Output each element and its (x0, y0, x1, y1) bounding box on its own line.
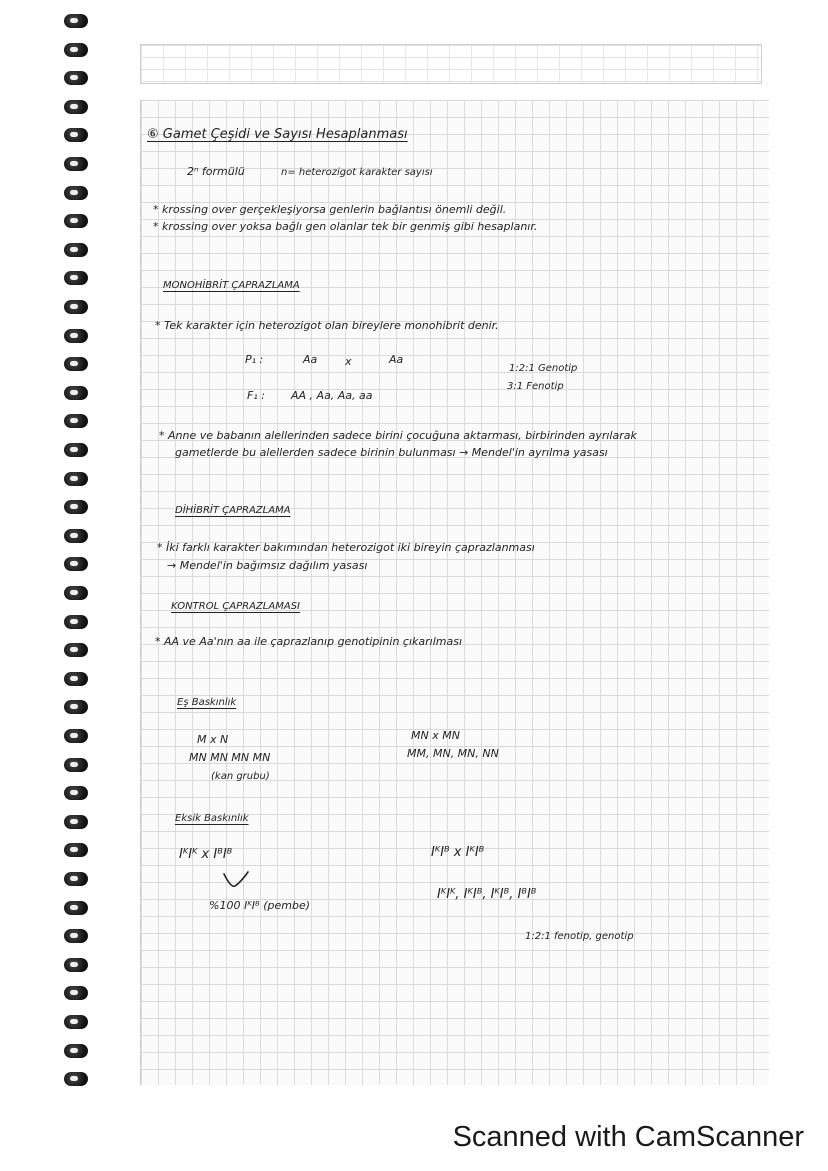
kontrol-definition: * AA ve Aa'nın aa ile çaprazlanıp genotipinin çıkarılması (155, 635, 463, 648)
spiral-ring (64, 186, 88, 200)
spiral-ring (64, 586, 88, 600)
spiral-ring (64, 758, 88, 772)
spiral-ring (64, 786, 88, 800)
spiral-binding (56, 0, 96, 1110)
es-baskinlik-cross-right: MN x MN (411, 729, 460, 742)
crossing-over-note-1: * krossing over gerçekleşiyorsa genlerin bağlantısı önemli değil. (153, 203, 507, 216)
spiral-ring (64, 443, 88, 457)
spiral-ring (64, 243, 88, 257)
kontrol-heading: KONTROL ÇAPRAZLAMASI (171, 601, 300, 612)
spiral-ring (64, 157, 88, 171)
spiral-ring (64, 14, 88, 28)
spiral-ring (64, 843, 88, 857)
crossing-over-note-2: * krossing over yoksa bağlı gen olanlar tek bir genmiş gibi hesaplanır. (153, 220, 538, 233)
spiral-ring (64, 329, 88, 343)
spiral-ring (64, 472, 88, 486)
spiral-ring (64, 1015, 88, 1029)
spiral-ring (64, 615, 88, 629)
es-baskinlik-offspring-left: MN MN MN MN (189, 751, 271, 764)
f1-label: F₁ : (247, 389, 265, 402)
es-baskinlik-cross-left: M x N (197, 733, 229, 746)
spiral-ring (64, 386, 88, 400)
genotype-ratio: 1:2:1 Genotip (509, 363, 578, 374)
spiral-ring (64, 414, 88, 428)
spiral-ring (64, 729, 88, 743)
dihibrit-heading: DİHİBRİT ÇAPRAZLAMA (175, 505, 291, 516)
monohibrit-definition: * Tek karakter için heterozigot olan bireylere monohibrit denir. (155, 319, 499, 332)
spiral-ring (64, 643, 88, 657)
monohibrit-heading: MONOHİBRİT ÇAPRAZLAMA (163, 280, 300, 291)
f1-values: AA , Aa, Aa, aa (291, 389, 373, 402)
spiral-ring (64, 271, 88, 285)
spiral-ring (64, 100, 88, 114)
spiral-ring (64, 214, 88, 228)
grid-paper-page (140, 100, 769, 1085)
p1-cross-symbol: x (345, 355, 352, 368)
p1-parent-b: Aa (389, 353, 404, 366)
phenotype-ratio: 3:1 Fenotip (507, 381, 564, 392)
dihibrit-definition: * İki farklı karakter bakımından heterozigot iki bireyin çaprazlanması (157, 541, 535, 554)
spiral-ring (64, 43, 88, 57)
camscanner-watermark: Scanned with CamScanner (452, 1121, 804, 1153)
eksik-baskinlik-offspring-right: IᴷIᴷ, IᴷIᴮ, IᴷIᴮ, IᴮIᴮ (437, 887, 537, 902)
header-box (140, 44, 762, 84)
spiral-ring (64, 986, 88, 1000)
p1-label: P₁ : (245, 353, 264, 366)
spiral-ring (64, 557, 88, 571)
eksik-baskinlik-cross-right: IᴷIᴮ x IᴷIᴮ (431, 845, 485, 860)
section-title: ⑥ Gamet Çeşidi ve Sayısı Hesaplanması (147, 127, 408, 142)
spiral-ring (64, 357, 88, 371)
spiral-ring (64, 529, 88, 543)
es-baskinlik-heading: Eş Baskınlık (177, 697, 237, 708)
spiral-ring (64, 500, 88, 514)
spiral-ring (64, 700, 88, 714)
eksik-baskinlik-heading: Eksik Baskınlık (175, 813, 249, 824)
spiral-ring (64, 958, 88, 972)
eksik-baskinlik-ratio-right: 1:2:1 fenotip, genotip (525, 931, 634, 942)
es-baskinlik-offspring-right: MM, MN, MN, NN (407, 747, 499, 760)
checkmark-icon (223, 870, 249, 890)
spiral-ring (64, 929, 88, 943)
formula-label: 2ⁿ formülü (187, 165, 245, 178)
spiral-ring (64, 872, 88, 886)
dihibrit-law: → Mendel'in bağımsız dağılım yasası (167, 559, 368, 572)
spiral-ring (64, 815, 88, 829)
spiral-ring (64, 1044, 88, 1058)
p1-parent-a: Aa (303, 353, 318, 366)
segregation-note-1: * Anne ve babanın alellerinden sadece birini çocuğuna aktarması, birbirinden ayrılarak (159, 429, 637, 442)
spiral-ring (64, 300, 88, 314)
spiral-ring (64, 128, 88, 142)
formula-definition: n= heterozigot karakter sayısı (281, 167, 433, 178)
es-baskinlik-note-left: (kan grubu) (211, 771, 270, 782)
spiral-ring (64, 672, 88, 686)
spiral-ring (64, 71, 88, 85)
spiral-ring (64, 1072, 88, 1086)
eksik-baskinlik-cross-left: IᴷIᴷ x IᴮIᴮ (179, 847, 233, 862)
spiral-ring (64, 901, 88, 915)
eksik-baskinlik-result-left: %100 IᴷIᴮ (pembe) (209, 899, 311, 912)
segregation-note-2: gametlerde bu alellerden sadece birinin bulunması → Mendel'in ayrılma yasası (175, 446, 608, 459)
